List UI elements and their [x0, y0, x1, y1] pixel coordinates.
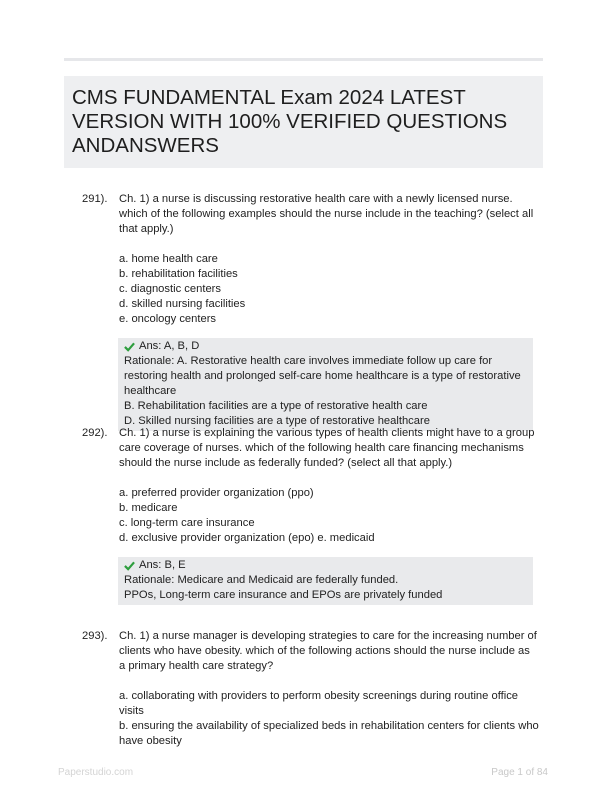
option-item: a. home health care: [119, 253, 218, 265]
option-item: d. exclusive provider organization (epo) e. medicaid: [119, 532, 375, 544]
rationale-line: PPOs, Long-term care insurance and EPOs are privately funded: [124, 589, 443, 601]
option-list: [119, 252, 539, 327]
option-list: [119, 689, 539, 749]
rationale-line: Rationale: A. Restorative health care involves immediate follow up care for restoring health and prolonged self-care home healthcare is a type of restorative healthcare: [124, 355, 521, 397]
answer-box: [118, 338, 533, 431]
question-number: 291).: [82, 193, 108, 205]
document-title-box: [64, 76, 543, 168]
option-item: b. rehabilitation facilities: [119, 268, 238, 280]
checkmark-icon: [124, 560, 135, 571]
rationale-line: D. Skilled nursing facilities are a type of restorative healthcare: [124, 415, 430, 427]
option-list: [119, 486, 539, 546]
option-item: c. long-term care insurance: [119, 517, 255, 529]
option-item: b. medicare: [119, 502, 178, 514]
option-item: d. skilled nursing facilities: [119, 298, 246, 310]
question-number: 293).: [82, 630, 108, 642]
rationale-line: Rationale: Medicare and Medicaid are federally funded.: [124, 574, 399, 586]
question-text: Ch. 1) a nurse is explaining the various types of health clients might have to a group care coverage of nurses. which of the following health care financing mechanisms should the nurse include as federally funded? (select all that apply.): [119, 427, 535, 469]
option-item: a. collaborating with providers to perform obesity screenings during routine office visits: [119, 690, 519, 717]
option-item: b. ensuring the availability of specialized beds in rehabilitation centers for clients who have obesity: [119, 720, 539, 747]
footer-watermark: Paperstudio.com: [58, 767, 134, 778]
option-item: e. oncology centers: [119, 313, 217, 325]
answer-box: [118, 557, 533, 605]
answer-text: Ans: A, B, D: [139, 340, 200, 352]
question-number: 292).: [82, 427, 108, 439]
option-item: c. diagnostic centers: [119, 283, 221, 295]
document-title: CMS FUNDAMENTAL Exam 2024 LATEST VERSION WITH 100% VERIFIED QUESTIONS ANDANSWERS: [72, 86, 508, 157]
question-text: Ch. 1) a nurse manager is developing strategies to care for the increasing number of clients who have obesity. which of the following actions should the nurse include as a primary health care strategy?: [119, 630, 537, 672]
top-divider: [64, 58, 543, 61]
answer-text: Ans: B, E: [139, 559, 186, 571]
page-number: Page 1 of 84: [491, 767, 548, 778]
option-item: a. preferred provider organization (ppo): [119, 487, 314, 499]
question-text: Ch. 1) a nurse is discussing restorative health care with a newly licensed nurse. which of the following examples should the nurse include in the teaching? (select all that apply.): [119, 193, 534, 235]
checkmark-icon: [124, 341, 135, 352]
rationale-line: B. Rehabilitation facilities are a type of restorative health care: [124, 400, 428, 412]
